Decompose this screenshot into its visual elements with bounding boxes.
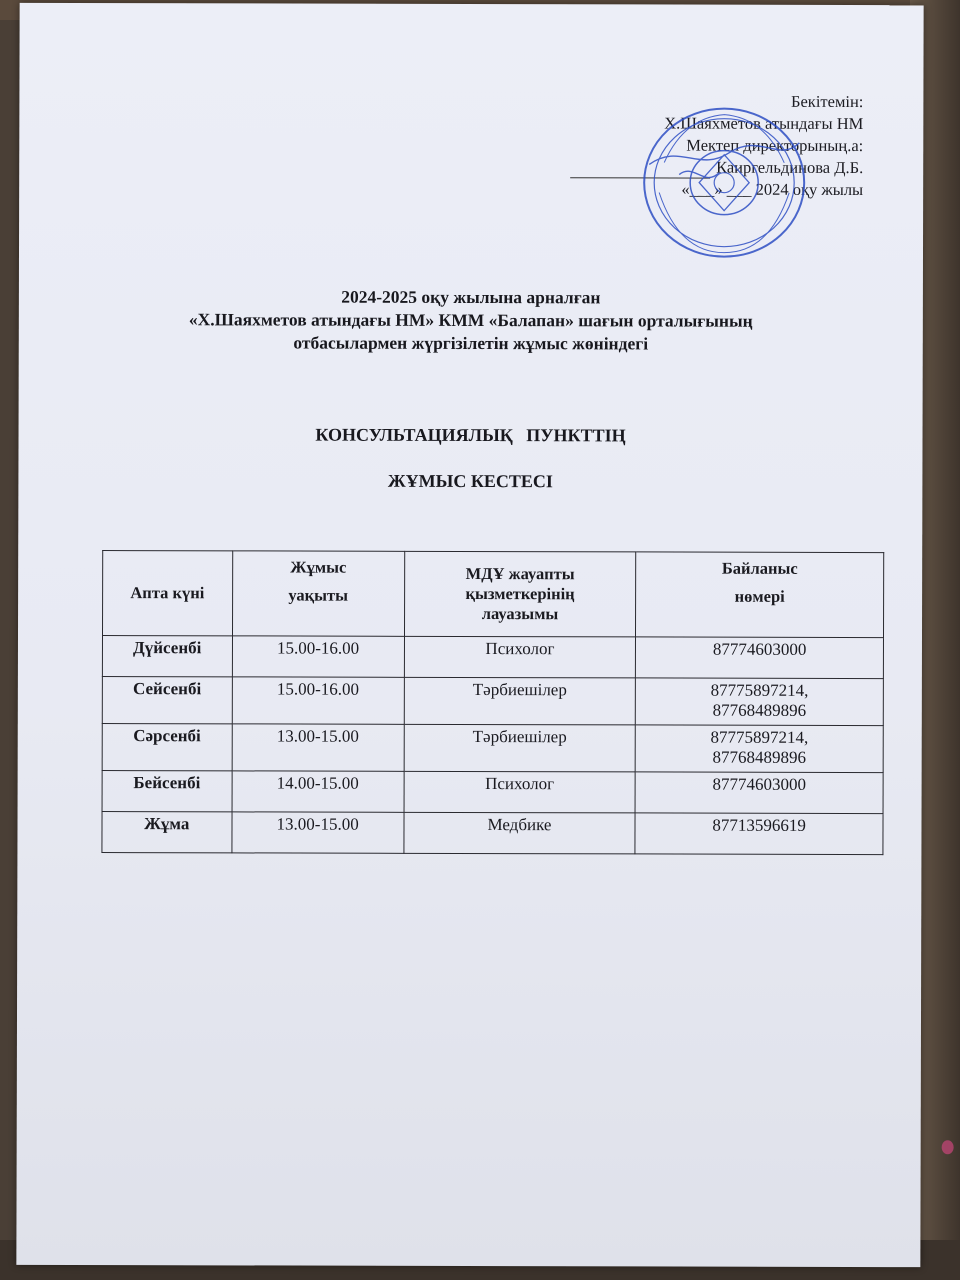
cell-weekday: Сәрсенбі	[102, 724, 232, 771]
approval-line-1: Бекітемін:	[790, 91, 864, 112]
cell-weekday: Бейсенбі	[102, 771, 232, 812]
cell-phone: 87775897214, 87768489896	[636, 678, 884, 726]
approval-line-4	[570, 156, 863, 179]
approval-line-3: Мектеп директорының.а:	[686, 135, 864, 156]
ink-smudge	[942, 1140, 954, 1154]
schedule-table	[101, 550, 884, 855]
approval-date: «___» ___ 2024 оқу жылы	[681, 179, 864, 200]
header-position: МДҰ жауапты қызметкерінің лауазымы	[404, 551, 636, 637]
table-row	[102, 771, 883, 814]
heading-line-2: «Х.Шаяхметов атындағы НМ» КММ «Балапан» шағын орталығының	[188, 309, 753, 331]
cell-time: 13.00-15.00	[232, 724, 404, 771]
document-heading	[19, 285, 923, 356]
table-row	[102, 812, 883, 855]
cell-weekday: Жұма	[102, 812, 232, 853]
table-row	[102, 636, 883, 679]
header-weekday: Апта күні	[102, 551, 232, 636]
cell-time: 15.00-16.00	[232, 677, 404, 724]
cell-phone: 87774603000	[635, 772, 883, 814]
cell-time: 13.00-15.00	[231, 812, 403, 853]
cell-position: Психолог	[404, 771, 636, 813]
cell-position: Тәрбиешілер	[404, 724, 636, 772]
header-work-time: Жұмыс уақыты	[232, 551, 404, 636]
header-contact: Байланыс нөмері	[636, 552, 884, 638]
approval-block	[570, 90, 863, 201]
cell-time: 15.00-16.00	[232, 636, 404, 677]
cell-position: Медбике	[404, 812, 636, 854]
cell-phone: 87774603000	[636, 637, 884, 679]
cell-time: 14.00-15.00	[232, 771, 404, 812]
document-title-line-2: ЖҰМЫС КЕСТЕСІ	[387, 470, 553, 492]
document-title-line-1: КОНСУЛЬТАЦИЯЛЫҚ ПУНКТТІҢ	[315, 424, 626, 446]
table-row	[102, 724, 883, 773]
table-row	[102, 677, 883, 726]
cell-phone: 87775897214, 87768489896	[635, 725, 883, 773]
cell-phone: 87713596619	[635, 813, 883, 855]
approval-line-2: Х.Шаяхметов атындағы НМ	[664, 113, 864, 134]
heading-line-3: отбасылармен жүргізілетін жұмыс жөніндегі	[293, 332, 649, 354]
cell-position: Тәрбиешілер	[404, 677, 636, 725]
document-page	[16, 3, 923, 1267]
table-header-row	[102, 551, 883, 638]
heading-line-1: 2024-2025 оқу жылына арналған	[341, 286, 601, 308]
cell-weekday: Сейсенбі	[102, 677, 232, 724]
director-name: Каиргельдинова Д.Б.	[716, 157, 864, 178]
cell-weekday: Дүйсенбі	[102, 636, 232, 677]
cell-position: Психолог	[404, 636, 636, 678]
